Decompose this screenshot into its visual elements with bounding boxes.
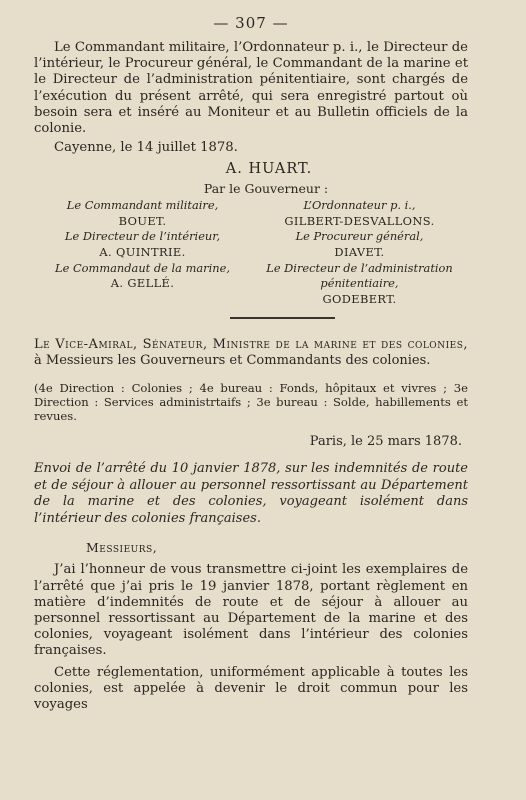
page-number: — 307 —: [213, 14, 289, 32]
signatory-name: BOUET.: [118, 213, 167, 228]
body-paragraph: Cette réglementation, uniformément applicable à toutes les colonies, est appelée à devenir le droit commun pour les voyages: [34, 664, 468, 712]
signatory-title: Le Procureur général,: [295, 229, 424, 244]
address-rest: à Messieurs les Gouverneurs et Commandants des colonies.: [34, 352, 431, 368]
salutation: Messieurs,: [86, 540, 158, 556]
intro-paragraph: Le Commandant militaire, l’Ordonnateur p. i., le Directeur de l’intérieur, le Procureur général, le Commandant de la marine et le Directeur de l’administration pénitentiaire, sont chargés de l’exécution du présent arrêté, qui sera enregistré partout où besoin sera et inséré au Moniteur et au Bulletin officiels de la colonie.: [34, 40, 468, 137]
signatory-title-continued: pénitentiaire,: [320, 276, 399, 291]
envoi-summary: Envoi de l’arrêté du 10 janvier 1878, sur les indemnités de route et de séjour à allouer au personnel ressortissant au Département de la marine et des colonies, voyageant isolément dans l’intérieur des colonies françaises.: [34, 461, 468, 526]
governor-signature: A. HUART.: [225, 161, 313, 178]
signatories-right-column: [251, 198, 468, 307]
address-heading: Le Vice-Amiral, Sénateur, Ministre de la marine et des colonies,: [34, 337, 468, 353]
signatory-name: GILBERT-DESVALLONS.: [284, 213, 435, 228]
body-paragraph: J’ai l’honneur de vous transmettre ci-joint les exemplaires de l’arrêté que j’ai pris le 19 janvier 1878, portant règlement en matière d’indemnités de route et de séjour à allouer au personnel ressortissant au Département de la marine et des colonies, voyageant isolément dans l’intérieur des colonies françaises.: [34, 562, 468, 659]
signatory-name: GODEBERT.: [322, 291, 397, 306]
signatory-name: A. QUINTRIE.: [99, 245, 186, 259]
signatories-left-column: [34, 198, 251, 307]
section-divider: [230, 317, 335, 319]
signatory-name: A. GELLÉ.: [110, 276, 175, 291]
par-le-gouverneur: Par le Gouverneur :: [203, 181, 329, 197]
signatories-block: [34, 198, 468, 307]
signing-date: Cayenne, le 14 juillet 1878.: [54, 140, 238, 156]
signatory-title: Le Commandant militaire,: [66, 198, 219, 213]
signatory-title: Le Directeur de l’intérieur,: [64, 229, 221, 244]
paris-date: Paris, le 25 mars 1878.: [309, 434, 462, 450]
signatory-name: DIAVET.: [334, 245, 385, 259]
signatory-title: L’Ordonnateur p. i.,: [303, 198, 416, 213]
signatory-title: Le Directeur de l’administration: [266, 260, 453, 275]
address-line: [34, 337, 468, 367]
signatory-title: Le Commandaut de la marine,: [55, 260, 230, 275]
bureau-note: (4e Direction : Colonies ; 4e bureau : Fonds, hôpitaux et vivres ; 3e Direction : Services administrtaifs ; 3e bureau : Solde, habillements et revues.: [34, 380, 468, 423]
